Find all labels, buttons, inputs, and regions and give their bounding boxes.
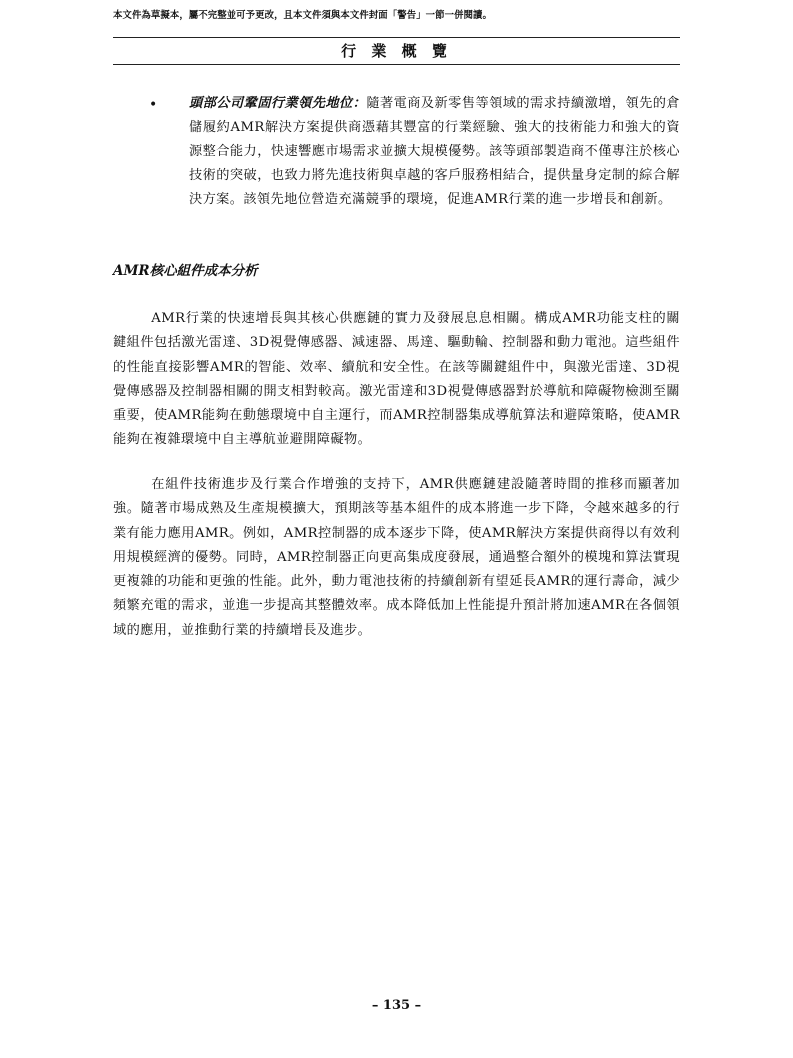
header-bottom-rule xyxy=(113,64,680,65)
section-title: 行 業 概 覽 xyxy=(341,42,452,60)
bullet-text xyxy=(189,92,680,212)
header-top-rule xyxy=(113,37,680,38)
draft-warning-notice: 本文件為草擬本，屬不完整並可予更改，且本文件須與本文件封面「警告」一節一併閱讀。 xyxy=(113,10,493,21)
bullet-body: 隨著電商及新零售等領域的需求持續激增，領先的倉儲履約AMR解決方案提供商憑藉其豐富的行業經驗、強大的技術能力和強大的資源整合能力，快速響應市場需求並擴大規模優勢。該等頭部製造商不僅專注於核心技術的突破，也致力將先進技術與卓越的客戶服務相結合，提供量身定制的綜合解決方案。該領先地位營造充滿競爭的環境，促進AMR行業的進一步增長和創新。 xyxy=(189,96,680,207)
bullet-lead-phrase: 頭部公司鞏固行業領先地位： xyxy=(189,96,367,111)
bullet-symbol: • xyxy=(149,97,158,113)
body-paragraph-2: 在組件技術進步及行業合作增強的支持下，AMR供應鏈建設隨著時間的推移而顯著加強。隨著市場成熟及生產規模擴大，預期該等基本組件的成本將進一步下降，令越來越多的行業有能力應用AMR。例如，AMR控制器的成本逐步下降，使AMR解決方案提供商得以有效利用規模經濟的優勢。同時，AMR控制器正向更高集成度發展，通過整合額外的模塊和算法實現更複雜的功能和更強的性能。此外，動力電池技術的持續創新有望延長AMR的運行壽命，減少頻繁充電的需求，並進一步提高其整體效率。成本降低加上性能提升預計將加速AMR在各個領域的應用，並推動行業的持續增長及進步。 xyxy=(113,477,680,638)
page-number: – 135 – xyxy=(371,998,422,1013)
sub-heading: AMR核心組件成本分析 xyxy=(113,263,258,279)
body-paragraph-1: AMR行業的快速增長與其核心供應鏈的實力及發展息息相關。構成AMR功能支柱的關鍵組件包括激光雷達、3D視覺傳感器、減速器、馬達、驅動輪、控制器和動力電池。這些組件的性能直接影響AMR的智能、效率、續航和安全性。在該等關鍵組件中，與激光雷達、3D視覺傳感器及控制器相關的開支相對較高。激光雷達和3D視覺傳感器對於導航和障礙物檢測至關重要，使AMR能夠在動態環境中自主運行，而AMR控制器集成導航算法和避障策略，使AMR能夠在複雜環境中自主導航並避開障礙物。 xyxy=(113,311,680,448)
